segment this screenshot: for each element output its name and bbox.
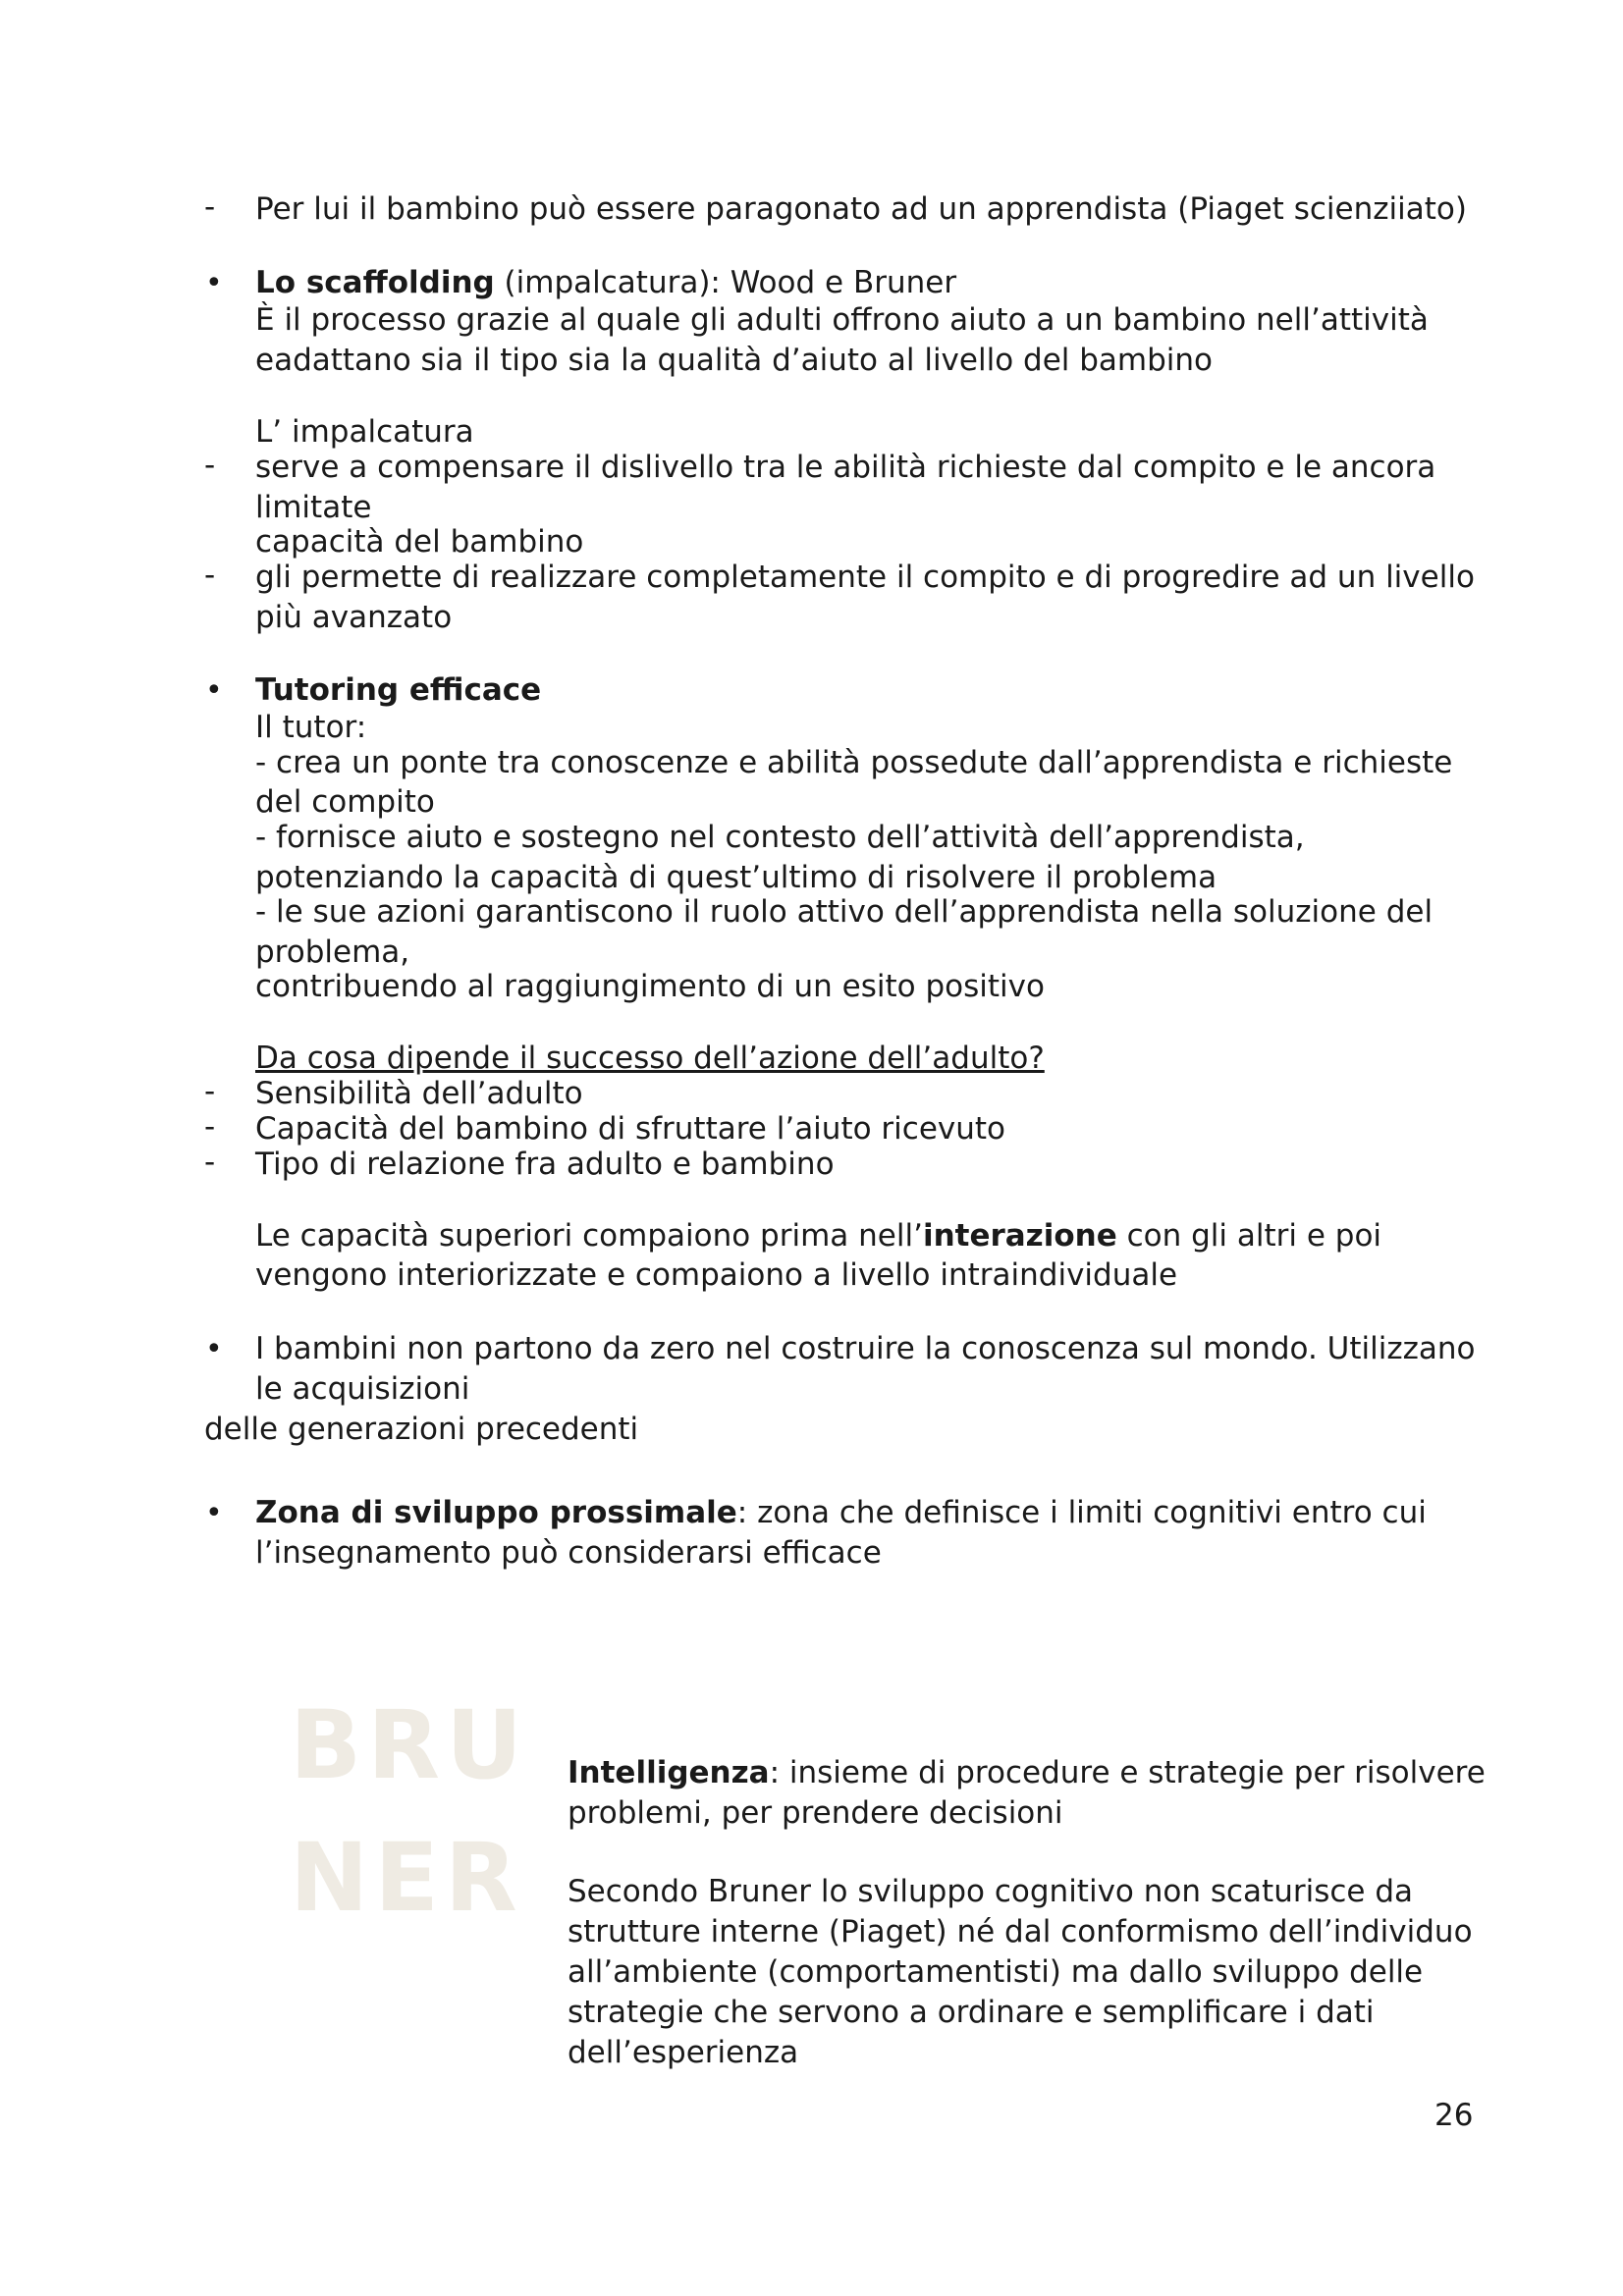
success-item: Capacità del bambino di sfruttare l’aiuto ricevuto [255, 1111, 1006, 1147]
intelligence-line-2: problemi, per prendere decisioni [568, 1795, 1063, 1831]
scaffolding-subtitle: L’ impalcatura [255, 414, 474, 450]
scaffolding-title-rest: (impalcatura): Wood e Bruner [494, 265, 957, 300]
zona-line-1 [255, 1493, 1427, 1532]
tutoring-title [255, 670, 541, 710]
intelligence-bold: Intelligenza [568, 1755, 770, 1790]
zona-line-2: l’insegnamento può considerarsi efficace [255, 1535, 882, 1571]
interaction-paragraph-1 [255, 1216, 1381, 1255]
success-item: Tipo di relazione fra adulto e bambino [255, 1147, 835, 1182]
tutoring-line-5: - le sue azioni garantiscono il ruolo attivo dell’apprendista nella soluzione del [255, 894, 1434, 930]
scaffolding-desc-1: È il processo grazie al quale gli adulti offrono aiuto a un bambino nell’attività [255, 302, 1429, 338]
interaction-after: con gli altri e poi [1116, 1218, 1382, 1254]
tutoring-line-1: - crea un ponte tra conoscenze e abilità possedute dall’apprendista e richieste [255, 745, 1453, 780]
generations-line-2: le acquisizioni [255, 1371, 470, 1407]
tutoring-line-7: contribuendo al raggiungimento di un esito positivo [255, 969, 1045, 1004]
intro-item: Per lui il bambino può essere paragonato ad un apprendista (Piaget scienziiato) [255, 191, 1467, 227]
bruner-paragraph-4: strategie che servono a ordinare e semplificare i dati [568, 1995, 1375, 2030]
tutoring-lead: Il tutor: [255, 710, 367, 745]
dash-marker: - [204, 1145, 216, 1180]
tutoring-line-2: del compito [255, 784, 435, 820]
success-item: Sensibilità dell’adulto [255, 1076, 583, 1111]
bruner-paragraph-3: all’ambiente (comportamentisti) ma dallo sviluppo delle [568, 1954, 1424, 1990]
interaction-before: Le capacità superiori compaiono prima nell’ [255, 1218, 923, 1254]
dash-marker: - [204, 558, 216, 593]
scaffolding-desc-2: eadattano sia il tipo sia la qualità d’aiuto al livello del bambino [255, 343, 1214, 378]
zona-rest: : zona che definisce i limiti cognitivi entro cui [736, 1495, 1427, 1530]
dash-marker: - [204, 1074, 216, 1109]
scaffolding-item-1c: capacità del bambino [255, 524, 584, 560]
bruner-paragraph-5: dell’esperienza [568, 2035, 799, 2070]
dash-marker: - [204, 189, 216, 225]
success-question-text: Da cosa dipende il successo dell’azione dell’adulto? [255, 1041, 1045, 1076]
scaffolding-heading [255, 263, 956, 302]
bullet-marker: • [205, 673, 223, 708]
scaffolding-item-2a: gli permette di realizzare completamente il compito e di progredire ad un livello [255, 560, 1475, 595]
dash-marker: - [204, 1109, 216, 1145]
page-number: 26 [1434, 2098, 1474, 2133]
intelligence-line-1 [568, 1753, 1486, 1792]
bullet-marker: • [205, 1496, 223, 1530]
bullet-marker: • [205, 266, 223, 300]
scaffolding-item-2b: più avanzato [255, 600, 453, 635]
generations-line-3: delle generazioni precedenti [204, 1412, 639, 1447]
bruner-watermark-1: BRU [290, 1690, 529, 1800]
intelligence-rest: : insieme di procedure e strategie per risolvere [769, 1755, 1486, 1790]
bruner-paragraph-1: Secondo Bruner lo sviluppo cognitivo non scaturisce da [568, 1874, 1414, 1909]
bruner-watermark-2: NER [290, 1823, 523, 1933]
success-question [255, 1039, 1045, 1078]
scaffolding-item-1b: limitate [255, 490, 372, 525]
dash-marker: - [204, 448, 216, 483]
tutoring-line-4: potenziando la capacità di quest’ultimo di risolvere il problema [255, 860, 1217, 895]
scaffolding-item-1a: serve a compensare il dislivello tra le abilità richieste dal compito e le ancora [255, 450, 1436, 485]
generations-line-1: I bambini non partono da zero nel costruire la conoscenza sul mondo. Utilizzano [255, 1331, 1476, 1366]
tutoring-line-6: problema, [255, 934, 410, 970]
scaffolding-title: Lo scaffolding [255, 265, 495, 300]
tutoring-title-text: Tutoring efficace [255, 672, 542, 708]
bullet-marker: • [205, 1332, 223, 1366]
bruner-paragraph-2: strutture interne (Piaget) né dal conformismo dell’individuo [568, 1914, 1473, 1949]
zona-title: Zona di sviluppo prossimale [255, 1495, 737, 1530]
interaction-paragraph-2: vengono interiorizzate e compaiono a livello intraindividuale [255, 1257, 1178, 1293]
interaction-bold: interazione [922, 1218, 1117, 1254]
tutoring-line-3: - fornisce aiuto e sostegno nel contesto dell’attività dell’apprendista, [255, 820, 1305, 855]
